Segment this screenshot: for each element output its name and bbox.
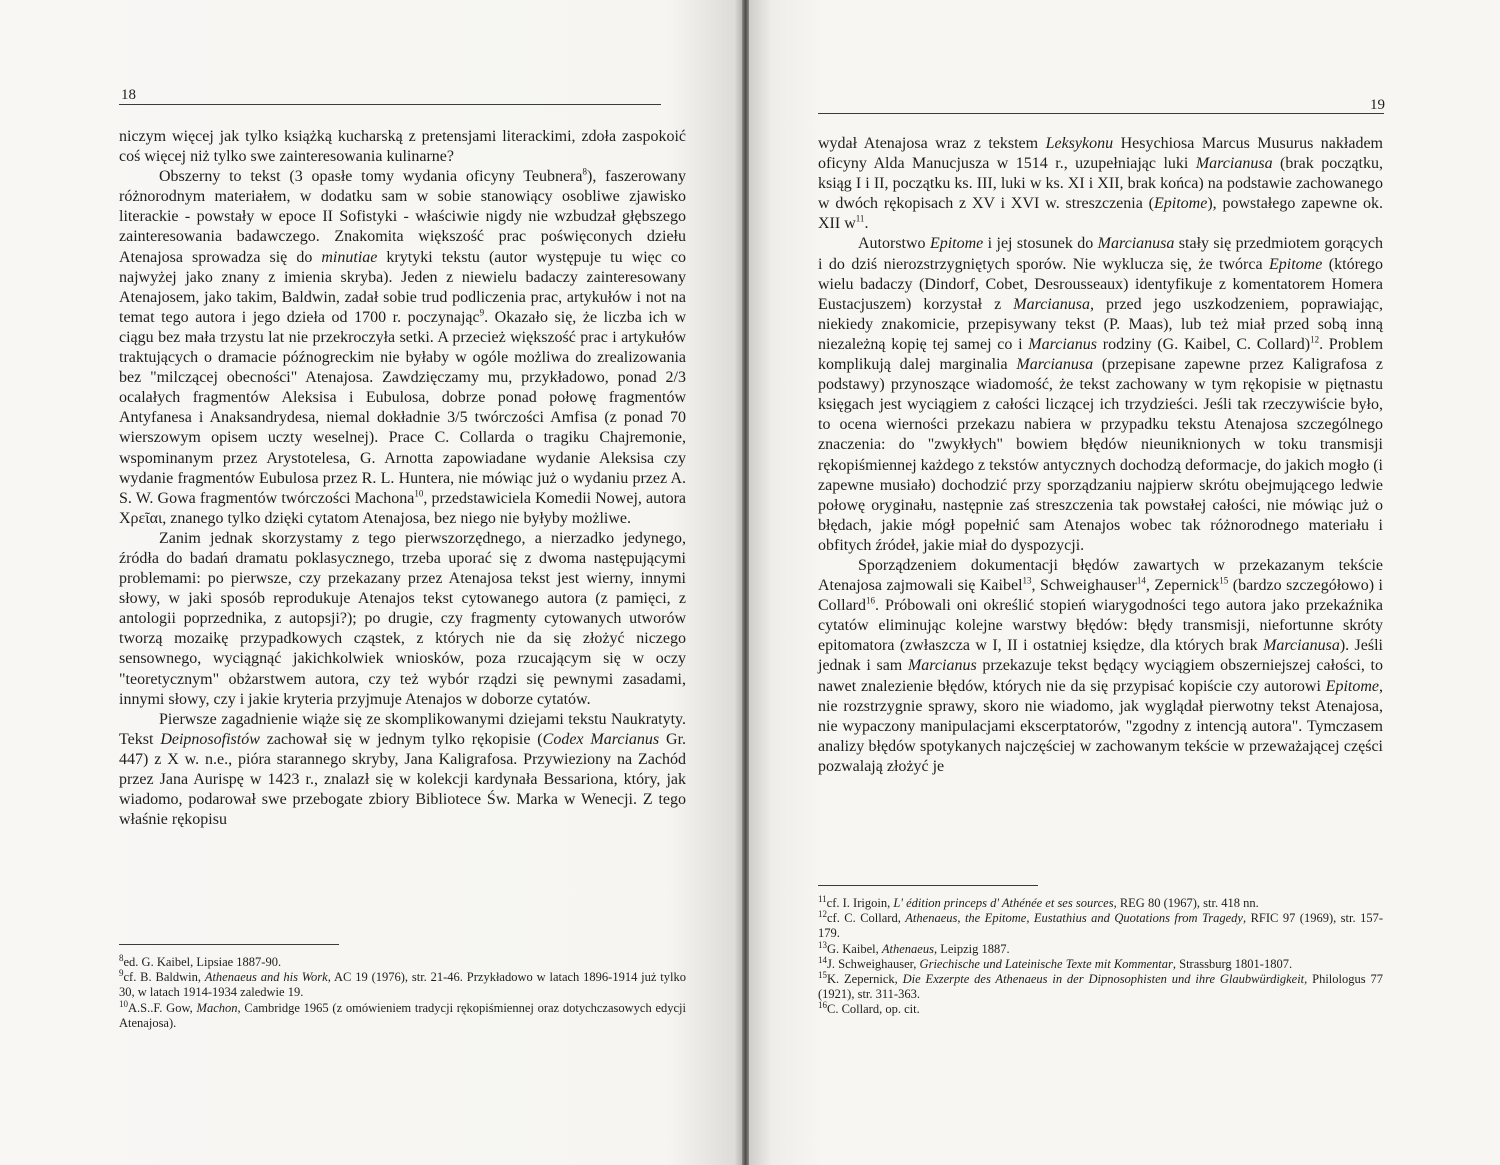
paragraph: Sporządzeniem dokumentacji błędów zawartych w przekazanym tekście Atenajosa zajmowali się Kaibel$^{13}$, Schweighauser$^{14}$, Zepernick$^{15}$ (bardzo szczegółowo) i Collard$^{16}$. Próbowali oni określić stopień wiarygodności tego autora jako przekaźnika cytatów eliminując kolejne warstwy błędów: błędy transmisji, niefortunne skróty epitomatora (zwłaszcza w I, II i ostatniej księdze, dla których brak Marcianusa). Jeśli jednak i sam Marcianus przekazuje tekst będący wyciągiem obszerniejszej całości, to nawet znalezienie błędów, których nie da się przypisać kopiście czy autorowi Epitome, nie rozstrzygnie sprawy, skoro nie wiadomo, jak wyglądał pierwotny tekst Atenajosa, nie wypaczony manipulacjami ekscerptatorów, "zgodny z intencją autora". Tymczasem analizy błędów spotykanych najczęściej w zachowanym tekście w przeważającej części pozwalają złożyć je	[818, 556, 1384, 775]
footnote: $^9$cf. B. Baldwin, Athenaeus and his Work, AC 19 (1976), str. 21-46. Przykładowo w latach 1896-1914 już tylko 30, w latach 1914-1934 zaledwie 19.	[119, 968, 686, 1000]
footnote: $^{16}$C. Collard, op. cit.	[818, 1000, 920, 1017]
footnote: $^{13}$G. Kaibel, Athenaeus, Leipzig 1887.	[818, 939, 1010, 956]
footnote: $^{14}$J. Schweighauser, Griechische und Lateinische Texte mit Kommentar, Strassburg 1801-1807.	[818, 954, 1293, 971]
body-text	[818, 134, 1383, 777]
paragraph: Autorstwo Epitome i jej stosunek do Marcianusa stały się przedmiotem gorących i do dziś nierozstrzygniętych sporów. Nie wyklucza się, że twórca Epitome (którego wielu badaczy (Dindorf, Cobet, Desrousseaux) identyfikuje z komentatorem Homera Eustacjuszem) korzystał z Marcianusa, przed jego uszkodzeniem, poprawiając, niekiedy znakomicie, przepisywany tekst (P. Maas), lub też miał przed sobą inną niezależną kopię tej samej co i Marcianus rodziny (G. Kaibel, C. Collard)$^{12}$. Problem komplikują dalej marginalia Marcianusa (przepisane zapewne przez Kaligrafosa z podstawy) przynoszące wiadomość, że tekst zachowany w tym rękopisie w piętnastu księgach jest wyciągiem z całości liczącej ich trzydzieści. Jeśli tak rzeczywiście było, to ocena wierności przekazu nabiera w przypadku tekstu Atenajosa szczególnego znaczenia: do "zwykłych" bowiem błędów nieuniknionych w toku transmisji rękopiśmiennej każdego z tekstów antycznych dochodzą deformacje, do jakich mogło (i zapewne musiało) dochodzić przy sporządzaniu najpierw skrótu obejmującego ledwie połowę oryginału, następnie zaś streszczenia tak powstałej całości, nie mówiąc już o błędach, jakie mógł popełnić sam Atenajos wobec tak różnorodnego materiału i obfitych źródeł, jakie miał do dyspozycji.	[818, 235, 1384, 554]
header-rule	[818, 113, 1384, 114]
book-gutter	[742, 0, 749, 1165]
footnote: $^{10}$A.S..F. Gow, Machon, Cambridge 1965 (z omówieniem tradycji rękopiśmiennej oraz dotychczasowych edycji Atenajosa).	[119, 998, 686, 1030]
footnote: $^{15}$K. Zepernick, Die Exzerpte des Athenaeus in der Dipnosophisten und ihre Glaubwürdigkeit, Philologus 77 (1921), str. 311-363.	[818, 969, 1383, 1002]
footnotes	[818, 885, 1383, 1018]
paragraph: Zanim jednak skorzystamy z tego pierwszorzędnego, a nierzadko jedynego, źródła do badań dramatu poklasycznego, trzeba uporać się z dwoma następującymi problemami: po pierwsze, czy przekazany przez Atenajosa tekst jest wierny, innymi słowy, w jaki sposób reprodukuje Atenajos tekst cytowanego autora (z pamięci, z antologii poprzednika, z autopsji?); po drugie, czy fragmenty cytowanych utworów tworzą mozaikę przypadkowych cząstek, z których nie da się złożyć niczego sensownego, wyciągnąć jakichkolwiek wniosków, poza rzucającym się w oczy "teoretycznym" obżarstwem autora, czy też wybór rządzi się pewnymi zasadami, innymi słowy, czy i jakie kryteria przyjmuje Atenajos w doborze cytatów.	[119, 529, 686, 708]
header-rule	[119, 104, 661, 105]
body-text	[119, 127, 686, 830]
footnote-separator	[119, 944, 339, 945]
paragraph: niczym więcej jak tylko książką kucharską z pretensjami literackimi, zdoła zaspokoić coś więcej niż tylko swe zainteresowania kulinarne?	[119, 128, 686, 166]
paragraph: Pierwsze zagadnienie wiąże się ze skomplikowanymi dziejami tekstu Naukratyty. Tekst Deipnosofistów zachował się w jednym tylko rękopisie (Codex Marcianus Gr. 447) z X w. n.e., pióra starannego skryby, Jana Kaligrafosa. Przywieziony na Zachód przez Jana Aurispę w 1423 r., znalazł się w kolekcji kardynała Bessariona, który, jak wiadomo, podarował swe przebogate zbiory Bibliotece Św. Marka w Wenecji. Z tego właśnie rękopisu	[119, 710, 687, 829]
footnote: $^{11}$cf. I. Irigoin, L' édition princeps d' Athénée et ses sources, REG 80 (1967), str. 418 nn.	[818, 893, 1259, 910]
right-page	[749, 0, 1500, 1165]
paragraph: wydał Atenajosa wraz z tekstem Leksykonu Hesychiosa Marcus Musurus nakładem oficyny Alda Manucjusza w 1514 r., uzupełniając luki Marcianusa (brak początku, ksiąg I i II, początku ks. III, luki w ks. XI i XII, brak końca) na podstawie zachowanego w dwóch rękopisach z XV i XVI w. streszczenia (Epitome), powstałego zapewne ok. XII $w^{11}$.	[818, 135, 1383, 233]
paragraph: Obszerny to tekst (3 opasłe tomy wydania oficyny Teubnera$^8$), faszerowany różnorodnym materiałem, w dodatku sam w sobie stanowiący osobliwe zjawisko literackie - powstały w epoce II Sofistyki - właściwie nigdy nie wzbudzał głębszego zainteresowania badawczego. Znakomita większość prac poświęconych dziełu Atenajosa sprowadza się do minutiae krytyki tekstu (autor występuje tu więc co najwyżej jako znany z imienia skryba). Jeden z niewielu badaczy zainteresowany Atenajosem, jako takim, Baldwin, zadał sobie trud podliczenia prac, artykułów i not na temat tego autora i jego dzieła od 1700 r. poczynając$^9$. Okazało się, że liczba ich w ciągu bez mała trzystu lat nie przekroczyła setki. A przecież większość prac i artykułów traktujących o dramacie późnogreckim nie byłaby w ogóle możliwa do zrealizowania bez "milczącej obecności" Atenajosa. Zawdzięczamy mu, przykładowo, ponad 2/3 ocalałych fragmentów Aleksisa i Eubulosa, dobrze ponad połowę fragmentów Antyfanesa i Anaksandrydesa, niemal dokładnie 3/5 twórczości Amfisa (z ponad 70 wierszowym opisem uczty weselnej). Prace C. Collarda o tragiku Chajremonie, wspominanym przez Arystotelesa, G. Arnotta zapowiadane wydanie Aleksisa czy wydanie fragmentów Eubulosa przez R. L. Huntera, nie mówiąc już o wydaniu przez A. S. W. Gowa fragmentów twórczości Machona$^{10}$, przedstawiciela Komedii Nowej, autora Χρεῖαι, znanego tylko dzięki cytatom Atenajosa, bez niego nie byłyby możliwe.	[119, 166, 687, 527]
footnote: $^{12}$cf. C. Collard, Athenaeus, the Epitome, Eustathius and Quotations from Tragedy, RFIC 97 (1969), str. 157-179.	[818, 909, 1383, 941]
left-page	[0, 0, 742, 1165]
page-number: 18	[121, 87, 136, 103]
footnote-separator	[818, 885, 1038, 886]
page-number: 19	[1370, 97, 1385, 113]
footnote: $^8$ed. G. Kaibel, Lipsiae 1887-90.	[119, 952, 282, 969]
footnotes	[119, 944, 686, 1031]
